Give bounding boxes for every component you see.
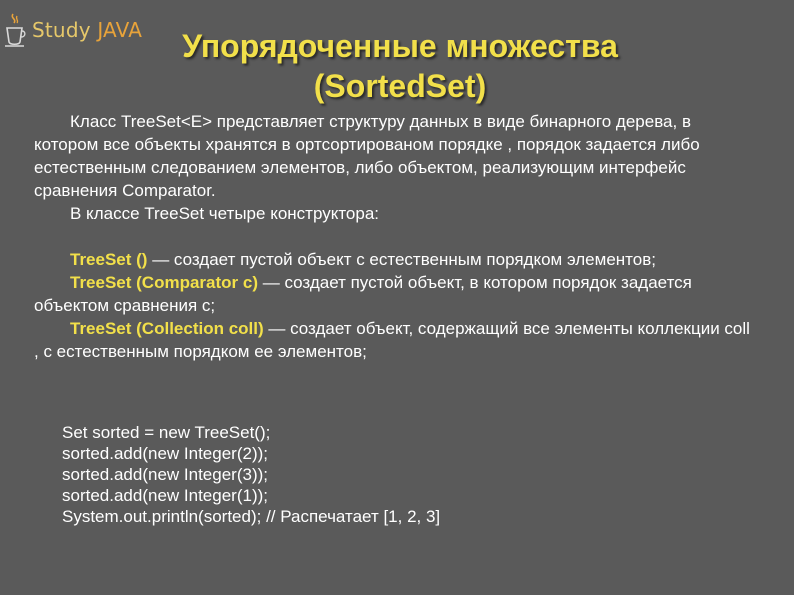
code-line: Set sorted = new TreeSet(); <box>62 423 271 442</box>
constructor-name: TreeSet () <box>70 250 148 269</box>
intro-paragraph-2: В классе TreeSet четыре конструктора: <box>70 204 380 223</box>
title-line-2: (SortedSet) <box>313 68 487 104</box>
code-line: sorted.add(new Integer(1)); <box>62 486 268 505</box>
intro-paragraph-1: Класс TreeSet<E> представляет структуру данных в виде бинарного дерева, в котором все объекты хранятся в ортсортированом порядке , порядок задается либо естественным следованием элементов, либо объектом, реализующим интерфейс сравнения Comparator. <box>34 112 700 200</box>
slide-content <box>34 110 754 363</box>
coffee-cup-icon <box>4 12 26 48</box>
constructor-item <box>34 271 754 317</box>
code-line: sorted.add(new Integer(2)); <box>62 444 268 463</box>
spacer <box>34 225 754 248</box>
code-line: sorted.add(new Integer(3)); <box>62 465 268 484</box>
constructor-name: TreeSet (Collection coll) <box>70 319 264 338</box>
code-example <box>62 422 440 527</box>
constructor-item <box>34 317 754 363</box>
code-line: System.out.println(sorted); // Распечатает [1, 2, 3] <box>62 507 441 526</box>
constructor-desc: — создает пустой объект с естественным порядком элементов; <box>147 250 656 269</box>
constructor-item <box>34 248 754 271</box>
constructor-name: TreeSet (Comparator с) <box>70 273 258 292</box>
logo-study: Study <box>32 18 91 42</box>
constructor-desc: — создает объект, содержащий все элементы коллекции coll , с естественным порядком ее элементов; <box>34 319 750 361</box>
title-line-1: Упорядоченные множества <box>182 28 618 64</box>
logo-java: JAVA <box>97 18 143 42</box>
constructor-desc: — создает пустой объект, в котором порядок задается объектом сравнения с; <box>34 273 692 315</box>
page-title <box>90 26 710 106</box>
